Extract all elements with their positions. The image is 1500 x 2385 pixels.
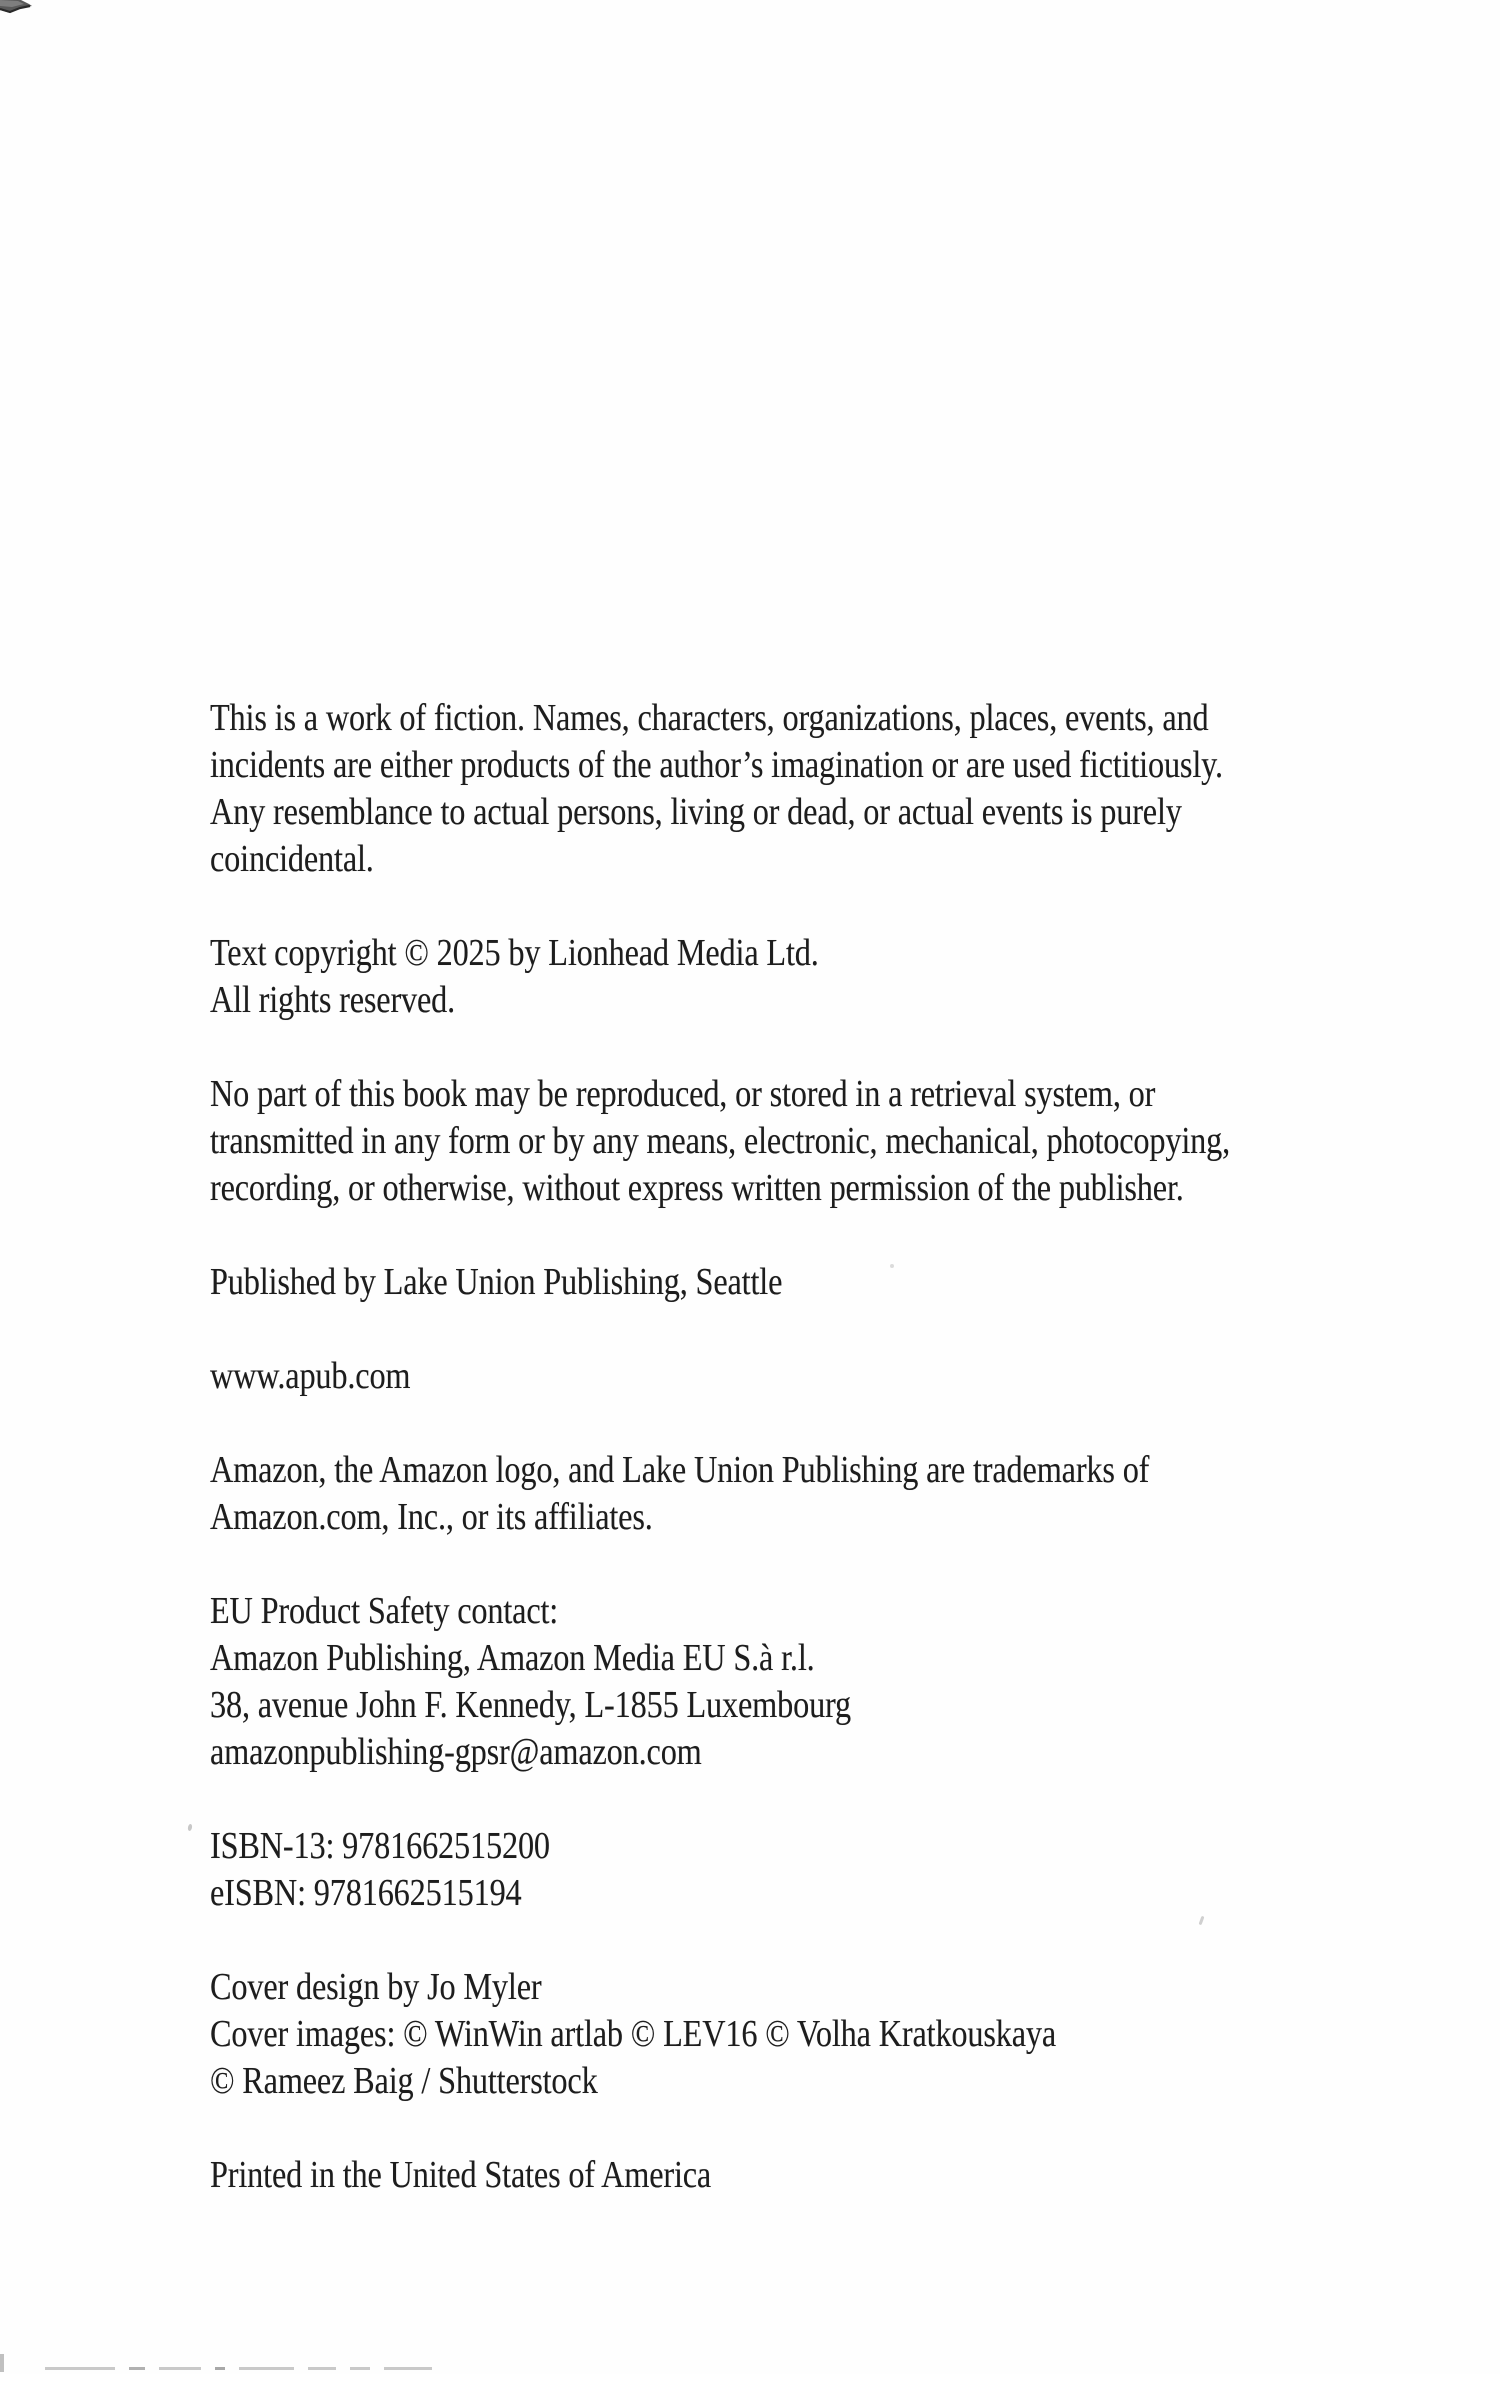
scan-artifact-bottom-left-tick (0, 2354, 4, 2372)
text-line: Text copyright © 2025 by Lionhead Media Ltd. (210, 932, 819, 974)
text-line: Published by Lake Union Publishing, Seattle (210, 1261, 783, 1303)
text-column (210, 695, 1470, 2199)
text-line: transmitted in any form or by any means, electronic, mechanical, photocopying, (210, 1120, 1231, 1162)
text-line: coincidental. (210, 838, 374, 880)
text-line: Printed in the United States of America (210, 2154, 712, 2196)
text-line: This is a work of fiction. Names, characters, organizations, places, events, and (210, 697, 1209, 739)
text-line: incidents are either products of the author’s imagination or are used fictitiously. (210, 744, 1223, 786)
paragraph-copyright-notice (210, 930, 1470, 1024)
text-line: Cover images: © WinWin artlab © LEV16 © Volha Kratkouskaya (210, 2013, 1057, 2055)
paragraph-eu-product-safety (210, 1588, 1470, 1776)
text-line: www.apub.com (210, 1355, 411, 1397)
paragraph-printed-in (210, 2152, 1470, 2199)
text-line: EU Product Safety contact: (210, 1590, 559, 1632)
text-line: Cover design by Jo Myler (210, 1966, 542, 2008)
scan-artifact-speck-after-seattle (890, 1264, 894, 1268)
paragraph-publisher (210, 1259, 1470, 1306)
paragraph-isbn (210, 1823, 1470, 1917)
paragraph-cover-credits (210, 1964, 1470, 2105)
text-line: Amazon Publishing, Amazon Media EU S.à r.l. (210, 1637, 815, 1679)
text-line: No part of this book may be reproduced, or stored in a retrieval system, or (210, 1073, 1156, 1115)
paragraph-rights-reservation (210, 1071, 1470, 1212)
paragraph-trademarks (210, 1447, 1470, 1541)
text-line: amazonpublishing-gpsr@amazon.com (210, 1731, 702, 1773)
text-line: All rights reserved. (210, 979, 456, 1021)
scan-artifact-bottom-line (45, 2367, 475, 2372)
scan-artifact-corner-blob (0, 0, 34, 16)
paragraph-fiction-disclaimer (210, 695, 1470, 883)
text-line: © Rameez Baig / Shutterstock (210, 2060, 598, 2102)
scan-artifact-speck-near-isbn (187, 1824, 192, 1832)
text-line: Amazon.com, Inc., or its affiliates. (210, 1496, 653, 1538)
text-line: Any resemblance to actual persons, living or dead, or actual events is purely (210, 791, 1182, 833)
text-line: 38, avenue John F. Kennedy, L-1855 Luxembourg (210, 1684, 852, 1726)
text-line: eISBN: 9781662515194 (210, 1872, 522, 1914)
text-line: recording, or otherwise, without express written permission of the publisher. (210, 1167, 1184, 1209)
paragraph-publisher-website (210, 1353, 1470, 1400)
text-line: ISBN-13: 9781662515200 (210, 1825, 550, 1867)
text-line: Amazon, the Amazon logo, and Lake Union Publishing are trademarks of (210, 1449, 1150, 1491)
